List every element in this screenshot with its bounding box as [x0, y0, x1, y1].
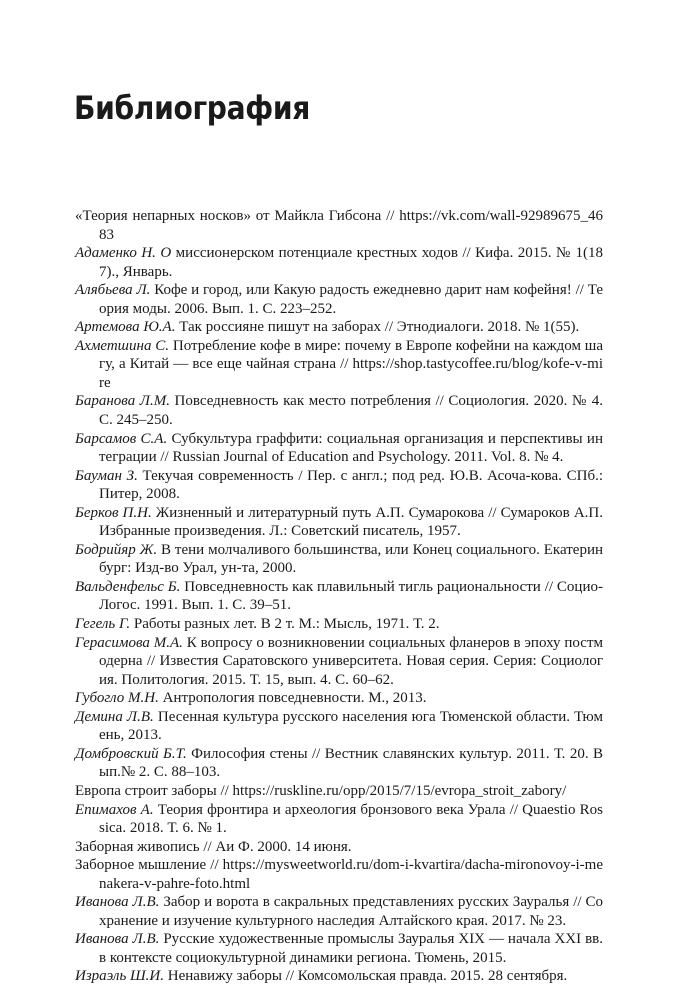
bibliography-entry — [75, 337, 603, 393]
bibliography-entry — [75, 541, 603, 578]
entry-text: Песенная культура русского населения юга Тюменской области. Тюмень, 2013. — [99, 708, 604, 744]
entry-author: Артемова Ю.А. — [75, 319, 176, 336]
page-title: Библиография — [74, 89, 310, 127]
bibliography-entry — [75, 430, 603, 467]
entry-text: Европа строит заборы // https://ruskline.ru/opp/2015/7/15/evropa_stroit_zabory/ — [75, 782, 567, 799]
entry-text: Философия стены // Вестник славянских культур. 2011. Т. 20. Вып.№ 2. С. 88–103. — [99, 745, 603, 781]
bibliography-entry — [75, 244, 603, 281]
entry-text: Русские художественные промыслы Зауралья XIX — начала XXI вв. в контексте социокультурной динамики региона. Тюмень, 2015. — [99, 931, 603, 966]
bibliography-entry — [75, 893, 603, 930]
entry-author: Алябьева Л. — [75, 282, 151, 299]
entry-text: В тени молчаливого большинства, или Конец социального. Екатеринбург: Изд-во Урал, ун-та, 2000. — [99, 541, 604, 577]
bibliography-entry — [75, 801, 603, 838]
entry-text: Заборное мышление // https://mysweetworld.ru/dom-i-kvartira/dacha-mironovoy-i-menakera-v-pahre-foto.html — [75, 857, 603, 892]
bibliography-entry — [75, 745, 603, 782]
entry-author: Иванова Л.В. — [75, 894, 160, 911]
entry-author: Адаменко Н. О — [75, 245, 172, 262]
entry-text: Кофе и город, или Какую радость ежедневно дарит нам кофейня! // Теория моды. 2006. Вып. 1. С. 223–252. — [99, 282, 603, 317]
entry-text: миссионерском потенциале крестных ходов // Кифа. 2015. № 1(187)., Январь. — [99, 245, 603, 280]
entry-author: Герасимова М.А. — [75, 634, 183, 651]
entry-author: Бауман З. — [75, 467, 138, 484]
entry-text: «Теория непарных носков» от Майкла Гибсона // https://vk.com/wall-92989675_4683 — [75, 208, 603, 243]
bibliography-entry — [75, 615, 603, 634]
entry-author: Израэль Ш.И. — [75, 968, 165, 985]
bibliography-entry — [75, 392, 603, 429]
bibliography-entry — [75, 504, 603, 541]
bibliography-entry — [75, 782, 603, 801]
bibliography-list — [75, 207, 603, 986]
bibliography-entry — [75, 578, 603, 615]
bibliography-entry — [75, 838, 603, 857]
entry-text: Антропология повседневности. М., 2013. — [158, 690, 427, 707]
entry-author: Барсамов С.А. — [75, 430, 168, 447]
entry-author: Демина Л.В. — [75, 708, 154, 725]
entry-text: Повседневность как плавильный тигль рациональности // Социо-Логос. 1991. Вып. 1. С. 39–51. — [99, 578, 603, 614]
bibliography-entry — [75, 634, 603, 690]
entry-author: Губогло М.Н. — [75, 690, 159, 707]
bibliography-entry — [75, 318, 603, 337]
entry-text: Ненавижу заборы // Комсомольская правда. 2015. 28 сентября. — [164, 968, 568, 985]
entry-text: Потребление кофе в мире: почему в Европе кофейни на каждом шагу, а Китай — все еще чайная страна // https://shop.tastycoffee.ru/blog/kofe-v-mire — [99, 337, 603, 391]
bibliography-entry — [75, 689, 603, 708]
bibliography-entry — [75, 708, 603, 745]
bibliography-entry — [75, 967, 603, 986]
bibliography-entry — [75, 207, 603, 244]
entry-text: Теория фронтира и археология бронзового века Урала // Quaestio Rossica. 2018. Т. 6. № 1. — [99, 801, 603, 837]
entry-author: Епимахов А. — [75, 801, 154, 818]
bibliography-entry — [75, 467, 603, 504]
entry-text: Текучая современность / Пер. с англ.; под ред. Ю.В. Асоча-кова. СПб.: Питер, 2008. — [99, 467, 603, 503]
bibliography-entry — [75, 856, 603, 893]
entry-text: Субкультура граффити: социальная организация и перспективы интеграции // Russian Journal of Education and Psychology. 2011. Vol. 8. № 4. — [99, 430, 603, 466]
entry-text: Так россияне пишут на заборах // Этнодиалоги. 2018. № 1(55). — [175, 319, 580, 336]
entry-text: Жизненный и литературный путь А.П. Сумарокова // Сумароков А.П. Избранные произведения. Л.: Советский писатель, 1957. — [99, 504, 603, 540]
entry-author: Ахметшина С. — [75, 337, 170, 354]
entry-author: Бодрийяр Ж. — [75, 541, 158, 558]
entry-author: Домбровский Б.Т. — [75, 745, 187, 762]
entry-text: Заборная живопись // Аи Ф. 2000. 14 июня. — [75, 838, 352, 855]
entry-author: Иванова Л.В. — [75, 931, 160, 948]
entry-author: Вальденфельс Б. — [75, 578, 181, 595]
entry-author: Берков П.Н. — [75, 504, 152, 521]
entry-text: Работы разных лет. В 2 т. М.: Мысль, 1971. Т. 2. — [130, 616, 440, 633]
entry-author: Баранова Л.М. — [75, 393, 170, 410]
entry-text: К вопросу о возникновении социальных фланеров в эпоху постмодерна // Известия Саратовского университета. Новая серия. Серия: Социология. Политология. 2015. Т. 15, вып. 4. С. 60–62. — [99, 634, 603, 688]
entry-author: Гегель Г. — [75, 616, 131, 633]
bibliography-entry — [75, 930, 603, 967]
entry-text: Повседневность как место потребления // Социология. 2020. № 4. С. 245–250. — [99, 393, 603, 429]
bibliography-entry — [75, 281, 603, 318]
entry-text: Забор и ворота в сакральных представлениях русских Зауралья // Сохранение и изучение культурного наследия Алтайского края. 2017. № 23. — [99, 894, 604, 929]
